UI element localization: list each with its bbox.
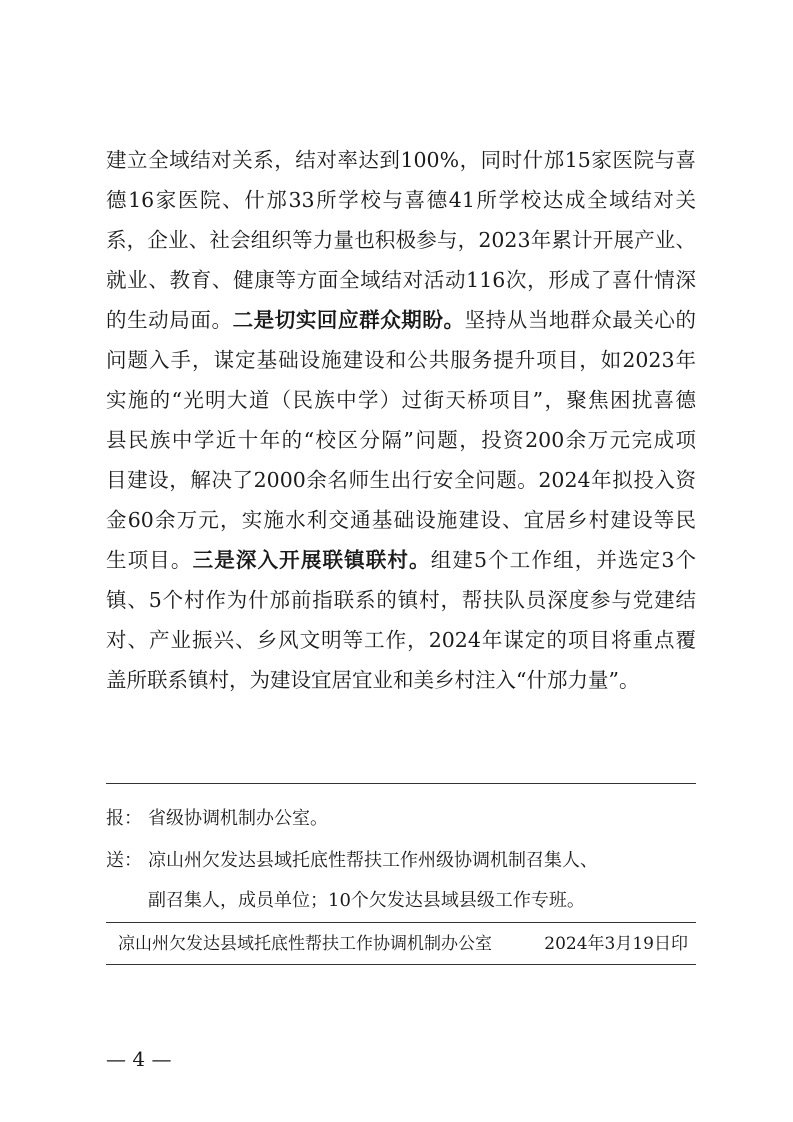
issuer-office: 凉山州欠发达县域托底性帮扶工作协调机制办公室	[118, 934, 492, 954]
section-heading-two: 二是切实回应群众期盼。	[232, 308, 465, 332]
body-line: 问题入手，谋定基础设施建设和公共服务提升项目，如2023年	[106, 348, 696, 372]
body-line: 目建设，解决了2000余名师生出行安全问题。2024年拟投入资	[106, 468, 696, 492]
send-to-line-continued	[148, 886, 585, 916]
send-recipients-continued: 副召集人，成员单位；10个欠发达县域县级工作专班。	[148, 890, 585, 911]
print-footer	[118, 929, 688, 959]
footer-bottom-divider	[106, 964, 696, 965]
section-heading-three: 三是深入开展联镇联村。	[192, 548, 431, 572]
body-line: 金60余万元，实施水利交通基础设施建设、宜居乡村建设等民	[106, 508, 696, 532]
report-to-line	[106, 804, 328, 834]
page-number: — 4 —	[106, 1047, 172, 1071]
body-line	[106, 300, 696, 340]
body-line: 对、产业振兴、乡风文明等工作，2024年谋定的项目将重点覆	[106, 628, 696, 652]
body-line: 镇、5个村作为什邡前指联系的镇村，帮扶队员深度参与党建结	[106, 588, 696, 612]
send-recipients: 凉山州欠发达县域托底性帮扶工作州级协调机制召集人、	[148, 850, 598, 871]
print-date: 2024年3月19日印	[544, 934, 688, 954]
body-line: 德16家医院、什邡33所学校与喜德41所学校达成全域结对关	[106, 188, 696, 212]
body-text-segment: 的生动局面。	[106, 308, 233, 332]
body-text-segment: 生项目。	[106, 548, 193, 572]
body-line: 盖所联系镇村，为建设宜居宜业和美乡村注入“什邡力量”。	[106, 668, 640, 692]
body-line: 县民族中学近十年的“校区分隔”问题，投资200余万元完成项	[106, 428, 696, 452]
footer-top-divider	[106, 922, 696, 923]
body-line: 就业、教育、健康等方面全域结对活动116次，形成了喜什情深	[106, 268, 696, 292]
report-recipient: 省级协调机制办公室。	[148, 808, 328, 829]
body-line	[106, 540, 696, 580]
send-to-line	[106, 846, 598, 876]
distribution-top-divider	[106, 783, 696, 784]
body-text-segment: 坚持从当地群众最关心的	[464, 308, 696, 332]
report-label: 报：	[106, 808, 142, 829]
body-text-segment: 组建5个工作组，并选定3个	[430, 548, 696, 572]
send-label: 送：	[106, 850, 142, 871]
body-line: 实施的“光明大道（民族中学）过街天桥项目”，聚焦困扰喜德	[106, 388, 696, 412]
body-line: 建立全域结对关系，结对率达到100%，同时什邡15家医院与喜	[106, 148, 696, 172]
body-text	[106, 140, 696, 700]
body-line: 系，企业、社会组织等力量也积极参与，2023年累计开展产业、	[106, 228, 696, 252]
